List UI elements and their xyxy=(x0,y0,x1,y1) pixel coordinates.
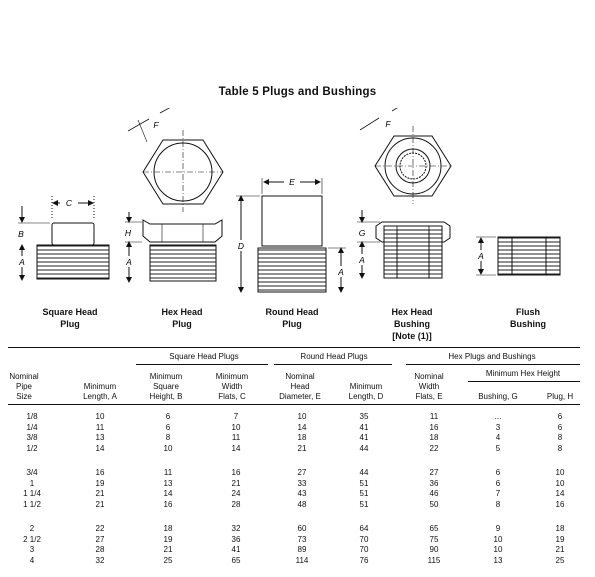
pipe-size-cell: 1 xyxy=(29,478,35,488)
table-cell: 8 xyxy=(165,433,171,442)
table-cell: 21 xyxy=(95,489,105,498)
square-dim-c: C xyxy=(65,198,73,208)
table-cell: 6 xyxy=(495,478,501,488)
round-dim-a: A xyxy=(338,267,344,277)
table-cell: 24 xyxy=(231,489,241,498)
pipe-size-cell: 1/8 xyxy=(26,412,38,421)
column-header-line: Width xyxy=(221,382,243,391)
column-header-line: Diameter, E xyxy=(279,392,321,401)
table-cell: 22 xyxy=(95,524,105,533)
table-cell: 10 xyxy=(555,478,565,488)
table-cell: 28 xyxy=(231,499,241,509)
table-cell: 73 xyxy=(297,534,307,544)
column-header xyxy=(8,372,40,402)
pipe-size-cell: 2 xyxy=(29,524,35,533)
table-cell: 43 xyxy=(297,489,307,498)
column-header-line: Head xyxy=(290,382,310,391)
table-cell: 13 xyxy=(163,478,173,488)
table-cell: 6 xyxy=(165,412,171,421)
column-header-line: Length, A xyxy=(83,392,117,401)
table-cell: 60 xyxy=(297,524,307,533)
pipe-size-cell: 1/4 xyxy=(26,422,38,432)
table-cell: 13 xyxy=(493,555,503,565)
column-header xyxy=(404,372,454,402)
hex-dim-h: H xyxy=(124,228,132,238)
column-header-line: Pipe xyxy=(15,382,32,391)
table-cell: 18 xyxy=(555,524,565,533)
column-header-line: Height, B xyxy=(149,392,183,401)
column-header-line: Minimum xyxy=(349,382,383,391)
hex-dim-a: A xyxy=(126,257,132,267)
table-cell: 27 xyxy=(95,534,105,544)
table-cell: 75 xyxy=(429,534,439,544)
square-head-plug-label: Square Head Plug xyxy=(42,307,98,329)
table-cell: 36 xyxy=(429,478,439,488)
table-cell: 41 xyxy=(359,422,369,432)
column-header xyxy=(336,382,396,402)
table-cell: 21 xyxy=(95,499,105,509)
column-header-line: Bushing, G xyxy=(478,392,518,401)
table-cell: 114 xyxy=(295,555,309,565)
table-cell: 8 xyxy=(557,433,563,442)
table-cell: 50 xyxy=(429,499,439,509)
table-cell: 32 xyxy=(231,524,241,533)
column-header-line: Square xyxy=(153,382,179,391)
table-cell: 8 xyxy=(557,443,563,453)
pipe-size-cell: 1 1/2 xyxy=(23,499,41,509)
table-cell: 19 xyxy=(555,534,565,544)
table-cell: 6 xyxy=(557,412,563,421)
column-header-line: Flats, C xyxy=(218,392,246,401)
table-cell: 10 xyxy=(493,545,503,554)
table-cell: 10 xyxy=(231,422,241,432)
pipe-size-cell: 3 xyxy=(29,545,35,554)
table-cell: 21 xyxy=(297,443,307,453)
table-title: Table 5 Plugs and Bushings xyxy=(218,86,377,98)
table-cell: 18 xyxy=(163,524,173,533)
table-cell: 19 xyxy=(163,534,173,544)
hex-head-plug-label: Hex Head Plug xyxy=(161,307,203,329)
column-header-line: Plug, H xyxy=(546,392,574,401)
table-cell: 11 xyxy=(231,433,241,442)
table-cell: 41 xyxy=(231,545,241,554)
table-cell: 6 xyxy=(557,422,563,432)
round-dim-d: D xyxy=(237,241,245,251)
bushing-dim-g: G xyxy=(358,228,366,238)
column-header xyxy=(540,392,580,402)
column-header-line: Size xyxy=(16,392,32,401)
table-cell: 13 xyxy=(95,433,105,442)
table-cell: 35 xyxy=(359,412,369,421)
bushing-dim-a: A xyxy=(359,255,365,265)
table-cell: 3 xyxy=(495,422,501,432)
table-cell: 16 xyxy=(95,468,105,477)
table-cell: 18 xyxy=(297,433,307,442)
group-rule-square xyxy=(136,364,268,365)
round-dim-e: E xyxy=(289,177,295,187)
table-cell: 14 xyxy=(297,422,307,432)
bushing-dim-f: F xyxy=(385,119,391,129)
table-cell: 10 xyxy=(555,468,565,477)
table-cell: 19 xyxy=(95,478,105,488)
group-rule-hex xyxy=(406,364,580,365)
flush-bushing-label: Flush Bushing xyxy=(510,307,546,329)
fitting-drawings xyxy=(0,108,595,308)
table-cell: 14 xyxy=(231,443,241,453)
table-cell: 70 xyxy=(359,534,369,544)
pipe-size-cell: 1 1/4 xyxy=(23,489,41,498)
table-cell: 11 xyxy=(163,468,173,477)
pipe-size-cell: 1/2 xyxy=(26,443,38,453)
hex-dim-f: F xyxy=(153,120,159,130)
table-cell: 51 xyxy=(359,478,369,488)
table-cell: 65 xyxy=(429,524,439,533)
table-cell: 14 xyxy=(95,443,105,453)
table-cell: 32 xyxy=(95,555,105,565)
table-cell: 6 xyxy=(165,422,171,432)
hex-head-bushing-drawing xyxy=(357,108,451,278)
table-cell: 16 xyxy=(555,499,565,509)
table-cell: 14 xyxy=(163,489,173,498)
table-cell: 4 xyxy=(495,433,501,442)
table-cell: 21 xyxy=(163,545,173,554)
table-cell: 65 xyxy=(231,555,241,565)
round-head-plug-drawing xyxy=(236,178,346,292)
column-header-line: Nominal xyxy=(285,372,315,381)
column-header xyxy=(270,372,330,402)
table-cell: 6 xyxy=(495,468,501,477)
table-cell: 21 xyxy=(555,545,565,554)
group-header-min-hex: Minimum Hex Height xyxy=(485,369,561,378)
column-header-line: Nominal xyxy=(414,372,444,381)
table-cell: 16 xyxy=(231,468,241,477)
table-cell: 21 xyxy=(231,478,241,488)
group-header-hex: Hex Plugs and Bushings xyxy=(448,352,536,361)
table-cell: 5 xyxy=(495,443,501,453)
table-cell: 22 xyxy=(429,443,439,453)
pipe-size-cell: 2 1/2 xyxy=(23,534,41,544)
hex-head-plug-drawing xyxy=(125,108,223,282)
column-header-line: Minimum xyxy=(83,382,117,391)
table-cell: 16 xyxy=(429,422,439,432)
column-header-line: Minimum xyxy=(149,372,183,381)
table-cell: 11 xyxy=(95,422,105,432)
group-rule-round xyxy=(274,364,392,365)
header-bottom-rule xyxy=(8,404,580,405)
square-dim-b: B xyxy=(18,229,24,239)
pipe-size-cell: 3/8 xyxy=(26,433,38,442)
table-cell: 90 xyxy=(429,545,439,554)
table-cell: 51 xyxy=(359,499,369,509)
table-top-rule xyxy=(8,347,580,348)
square-dim-a: A xyxy=(19,257,25,267)
table-cell: 8 xyxy=(495,499,501,509)
table-cell: 27 xyxy=(429,468,439,477)
table-cell: 28 xyxy=(95,545,105,554)
table-cell: 25 xyxy=(555,555,565,565)
flush-bushing-drawing xyxy=(476,237,560,275)
table-cell: 44 xyxy=(359,443,369,453)
column-header-line: Flats, E xyxy=(415,392,443,401)
table-cell: 48 xyxy=(297,499,307,509)
table-cell: 9 xyxy=(495,524,501,533)
pipe-size-cell: 3/4 xyxy=(26,468,38,477)
table-cell: 10 xyxy=(493,534,503,544)
table-cell: 115 xyxy=(427,555,441,565)
table-cell: 41 xyxy=(359,433,369,442)
group-header-round: Round Head Plugs xyxy=(300,352,368,361)
column-header-line: Nominal xyxy=(9,372,39,381)
table-cell: 76 xyxy=(359,555,369,565)
hex-head-bushing-label: Hex Head Bushing [Note (1)] xyxy=(391,307,433,341)
column-header-line: Width xyxy=(418,382,440,391)
table-cell: 10 xyxy=(95,412,105,421)
column-header xyxy=(70,382,130,402)
column-header xyxy=(136,372,196,402)
table-cell: 36 xyxy=(231,534,241,544)
table-cell: ... xyxy=(494,412,502,421)
table-cell: 27 xyxy=(297,468,307,477)
column-header xyxy=(470,392,526,402)
table-cell: 7 xyxy=(495,489,501,498)
table-cell: 16 xyxy=(163,499,173,509)
table-cell: 18 xyxy=(429,433,439,442)
column-header-line: Minimum xyxy=(215,372,249,381)
table-cell: 10 xyxy=(297,412,307,421)
table-cell: 64 xyxy=(359,524,369,533)
square-head-plug-drawing xyxy=(18,196,109,280)
pipe-size-cell: 4 xyxy=(29,555,35,565)
table-cell: 89 xyxy=(297,545,307,554)
group-rule-min-hex xyxy=(468,381,580,382)
table-cell: 25 xyxy=(163,555,173,565)
table-cell: 7 xyxy=(233,412,239,421)
table-cell: 46 xyxy=(429,489,439,498)
table-cell: 70 xyxy=(359,545,369,554)
table-cell: 11 xyxy=(429,412,439,421)
table-cell: 10 xyxy=(163,443,173,453)
round-head-plug-label: Round Head Plug xyxy=(265,307,319,329)
table-cell: 51 xyxy=(359,489,369,498)
table-cell: 33 xyxy=(297,478,307,488)
table-cell: 44 xyxy=(359,468,369,477)
flush-dim-a: A xyxy=(478,251,484,261)
table-cell: 14 xyxy=(555,489,565,498)
group-header-square: Square Head Plugs xyxy=(169,352,239,361)
column-header-line: Length, D xyxy=(348,392,384,401)
column-header xyxy=(208,372,256,402)
